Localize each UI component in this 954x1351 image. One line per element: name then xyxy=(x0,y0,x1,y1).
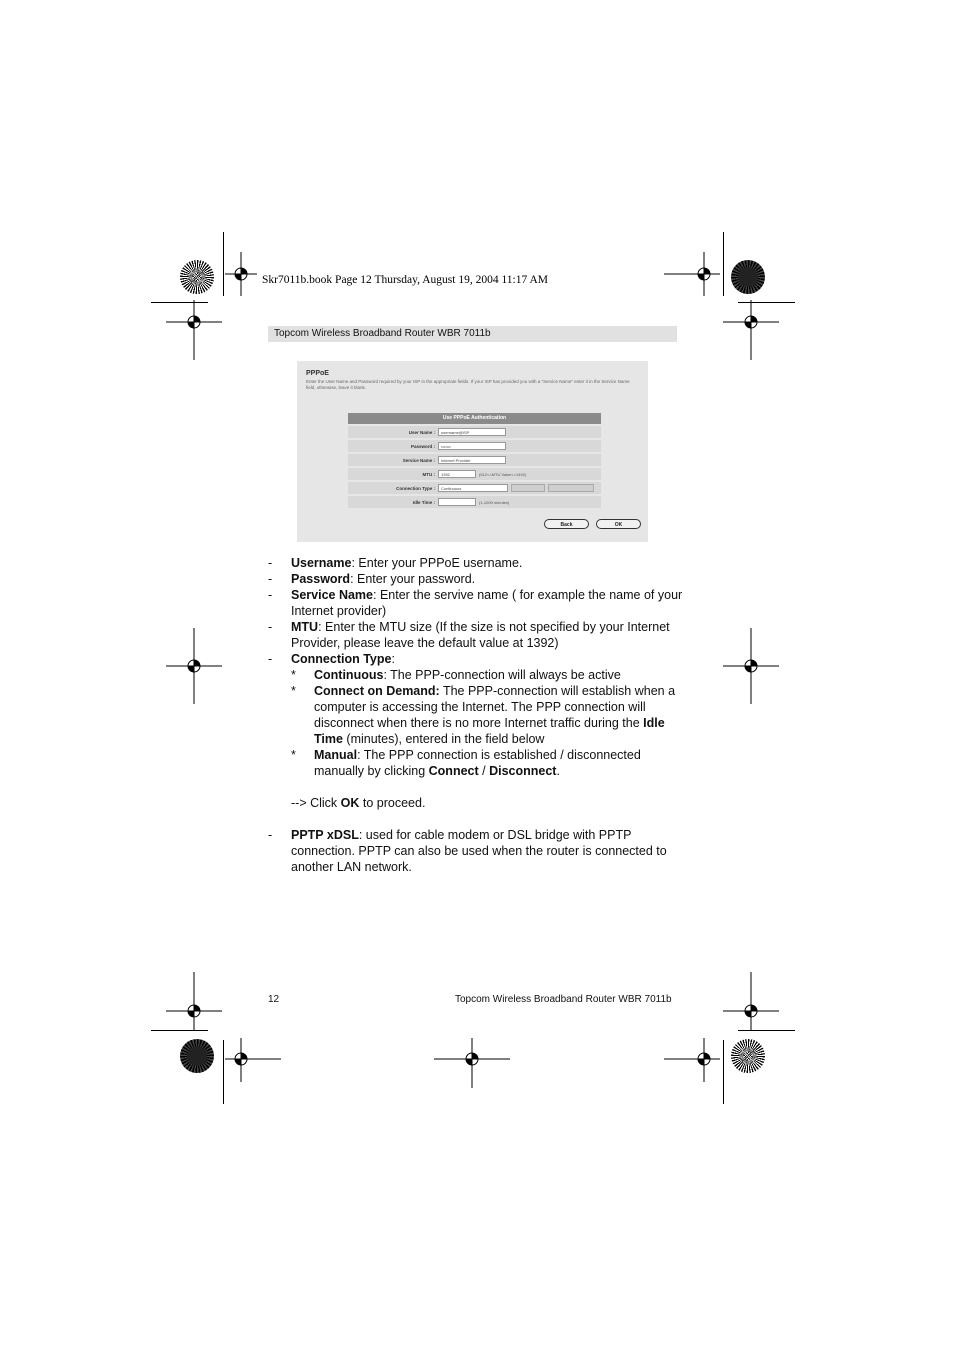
term: Username xyxy=(291,556,352,570)
desc: : The PPP connection is established / disconnected manually by clicking xyxy=(314,748,641,778)
idle-time-field[interactable] xyxy=(438,498,476,506)
page-header: Topcom Wireless Broadband Router WBR 7011b xyxy=(268,326,677,342)
term: Connect xyxy=(428,764,479,778)
form-row-idle-time xyxy=(348,496,601,508)
router-screenshot xyxy=(297,361,648,542)
bullet-dash: - xyxy=(268,572,273,586)
username-field[interactable]: username@ISP xyxy=(438,428,506,436)
field-label: Service Name : xyxy=(402,457,435,463)
form-row-username xyxy=(348,426,601,438)
password-field[interactable]: ••••••• xyxy=(438,442,506,450)
bullet-star: * xyxy=(291,748,296,762)
desc: : used for cable modem or DSL bridge with PPTP connection. PPTP can also be used when the router is connected to another LAN network. xyxy=(291,828,667,874)
term: Connect on Demand: xyxy=(314,684,440,698)
term: MTU xyxy=(291,620,319,634)
term: Manual xyxy=(314,748,358,762)
desc: : xyxy=(391,652,395,666)
list-item-password xyxy=(268,571,688,587)
list-item-username xyxy=(268,555,688,571)
screenshot-title: PPPoE xyxy=(306,370,329,377)
sub-item-manual xyxy=(268,747,688,779)
term: Service Name xyxy=(291,588,374,602)
bullet-dash: - xyxy=(268,652,273,666)
term: Connection Type xyxy=(291,652,392,666)
list-item-mtu xyxy=(268,619,688,651)
desc: : Enter your password. xyxy=(350,572,476,586)
term: Continuous xyxy=(314,668,384,682)
term: Disconnect xyxy=(489,764,557,778)
page-number: 12 xyxy=(268,994,280,1005)
idle-time-hint: (1-1000 minutes) xyxy=(479,499,510,505)
desc: : Enter the servive name ( for example the name of your Internet provider) xyxy=(291,588,683,618)
proceed-instruction xyxy=(268,795,688,811)
connection-type-select[interactable]: Continuous xyxy=(438,484,508,492)
list-item-service-name xyxy=(268,587,688,619)
connect-button[interactable] xyxy=(511,484,545,492)
desc: / xyxy=(478,764,490,778)
list-item-pptp xyxy=(268,827,688,875)
mtu-field[interactable]: 1392 xyxy=(438,470,476,478)
screenshot-description: Enter the User Name and Password required by your ISP in the appropriate fields. If your ISP has provided you with a "Service Name" enter it in the Service Name field, otherwise, leave it blank. xyxy=(306,379,630,390)
back-button[interactable]: Back xyxy=(544,519,589,529)
form-title: Use PPPoE Authentication xyxy=(348,413,601,424)
desc: : Enter the MTU size (If the size is not specified by your Internet Provider, please leave the default value at 1392) xyxy=(291,620,670,650)
form-row-mtu xyxy=(348,468,601,480)
bullet-dash: - xyxy=(268,620,273,634)
bullet-dash: - xyxy=(268,828,273,842)
bullet-dash: - xyxy=(268,588,273,602)
desc: --> Click xyxy=(291,796,341,810)
pppoe-form xyxy=(348,413,601,508)
desc: . xyxy=(556,764,560,778)
term: OK xyxy=(340,796,360,810)
sub-item-continuous xyxy=(268,667,688,683)
field-label: User Name : xyxy=(408,429,435,435)
desc: The PPP-connection will establish when a computer is accessing the Internet. The PPP connection will disconnect when there is no more Internet traffic during the xyxy=(314,684,676,730)
field-label: Connection Type : xyxy=(396,485,435,491)
form-row-connection-type xyxy=(348,482,601,494)
form-row-service-name xyxy=(348,454,601,466)
desc: : The PPP-connection will always be active xyxy=(383,668,621,682)
field-label: MTU : xyxy=(422,471,435,477)
bullet-star: * xyxy=(291,684,296,698)
desc: : Enter your PPPoE username. xyxy=(351,556,523,570)
term: PPTP xDSL xyxy=(291,828,359,842)
field-label: Password : xyxy=(410,443,435,449)
sub-item-connect-on-demand xyxy=(268,683,688,747)
bullet-star: * xyxy=(291,668,296,682)
mtu-hint: (512<=MTU Value<=1492) xyxy=(479,471,527,477)
form-row-password xyxy=(348,440,601,452)
ok-button[interactable]: OK xyxy=(596,519,641,529)
term: Password xyxy=(291,572,351,586)
field-label: Idle Time : xyxy=(412,499,435,505)
term: Idle Time xyxy=(314,716,665,746)
list-item-connection-type xyxy=(268,651,688,667)
desc: to proceed. xyxy=(359,796,426,810)
bullet-dash: - xyxy=(268,556,273,570)
disconnect-button[interactable] xyxy=(548,484,594,492)
service-name-field[interactable]: Internet Provider xyxy=(438,456,506,464)
footer-title: Topcom Wireless Broadband Router WBR 7011b xyxy=(455,994,672,1005)
desc: (minutes), entered in the field below xyxy=(342,732,545,746)
body-text xyxy=(268,555,688,875)
print-slug: Skr7011b.book Page 12 Thursday, August 19, 2004 11:17 AM xyxy=(262,274,549,286)
